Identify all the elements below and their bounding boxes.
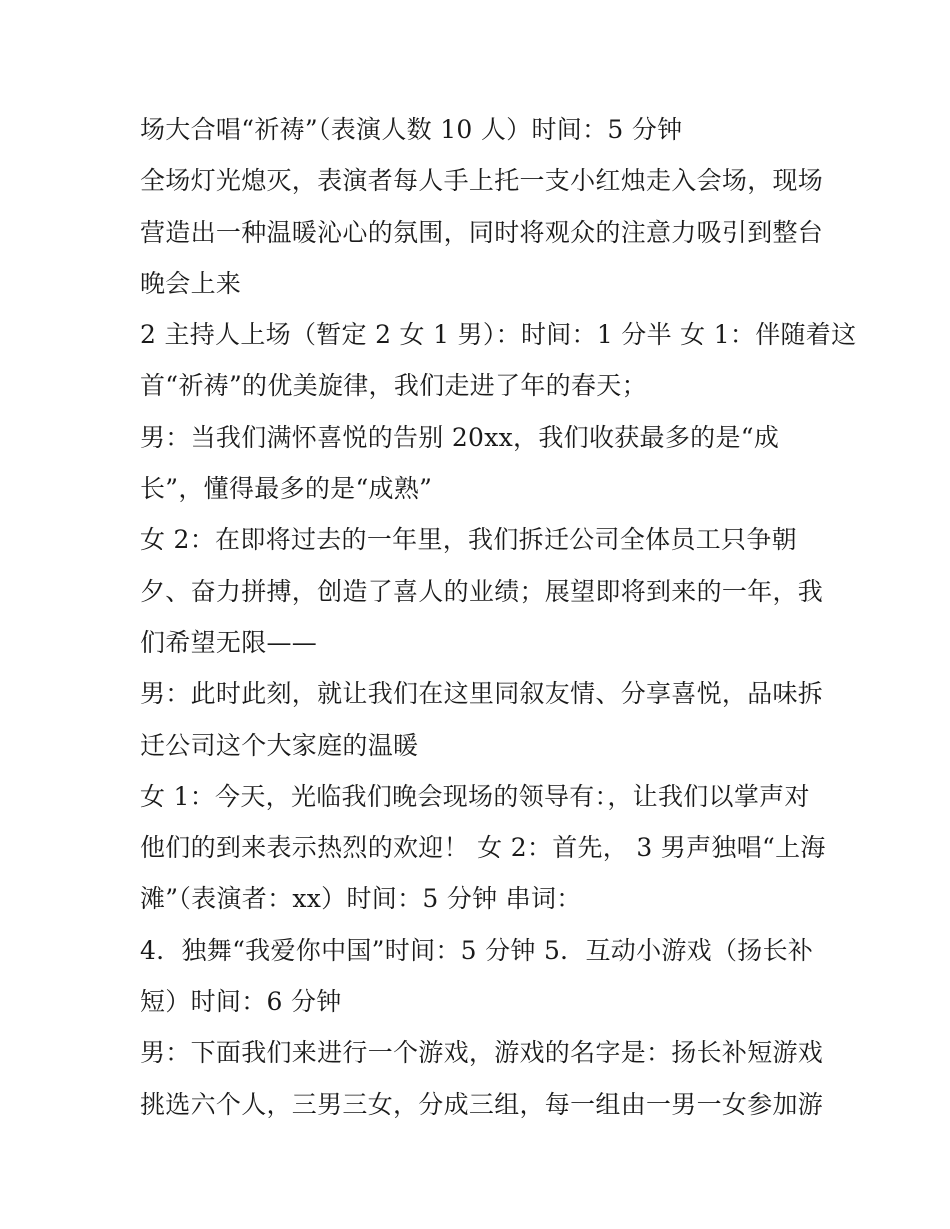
- text-line: 4．独舞“我爱你中国”时间：5 分钟 5．互动小游戏（扬长补: [140, 935, 814, 965]
- text-line: 短）时间：6 分钟: [140, 987, 342, 1017]
- text-line: 女 1：今天，光临我们晚会现场的领导有：，让我们以掌声对: [140, 781, 810, 811]
- text-line: 2 主持人上场（暂定 2 女 1 男）：时间：1 分半 女 1：伴随着这: [140, 320, 857, 350]
- document-body: [140, 108, 857, 1134]
- text-line: 全场灯光熄灭，表演者每人手上托一支小红烛走入会场，现场: [140, 166, 824, 196]
- text-line: 晚会上来: [140, 268, 242, 298]
- text-line: 长”，懂得最多的是“成熟”: [140, 474, 433, 504]
- text-line: 场大合唱“祈祷”（表演人数 10 人）时间：5 分钟: [140, 115, 683, 144]
- text-line: 挑选六个人，三男三女，分成三组，每一组由一男一女参加游: [140, 1089, 824, 1119]
- text-line: 夕、奋力拼搏，创造了喜人的业绩；展望即将到来的一年，我: [140, 576, 824, 606]
- text-line: 他们的到来表示热烈的欢迎！ 女 2：首先， 3 男声独唱“上海: [140, 833, 826, 863]
- text-line: 们希望无限——: [140, 627, 318, 657]
- text-line: 迁公司这个大家庭的温暖: [140, 730, 419, 760]
- text-line: 女 2：在即将过去的一年里，我们拆迁公司全体员工只争朝: [140, 525, 797, 555]
- text-line: 男：下面我们来进行一个游戏，游戏的名字是：扬长补短游戏: [140, 1038, 824, 1068]
- text-line: 滩”（表演者：xx）时间：5 分钟 串词：: [140, 884, 582, 914]
- text-line: 男：当我们满怀喜悦的告别 20xx，我们收获最多的是“成: [140, 422, 780, 452]
- text-line: 男：此时此刻，就让我们在这里同叙友情、分享喜悦，品味拆: [140, 679, 824, 709]
- text-line: 首“祈祷”的优美旋律，我们走进了年的春天；: [140, 371, 647, 401]
- text-line: 营造出一种温暖沁心的氛围，同时将观众的注意力吸引到整台: [140, 217, 824, 247]
